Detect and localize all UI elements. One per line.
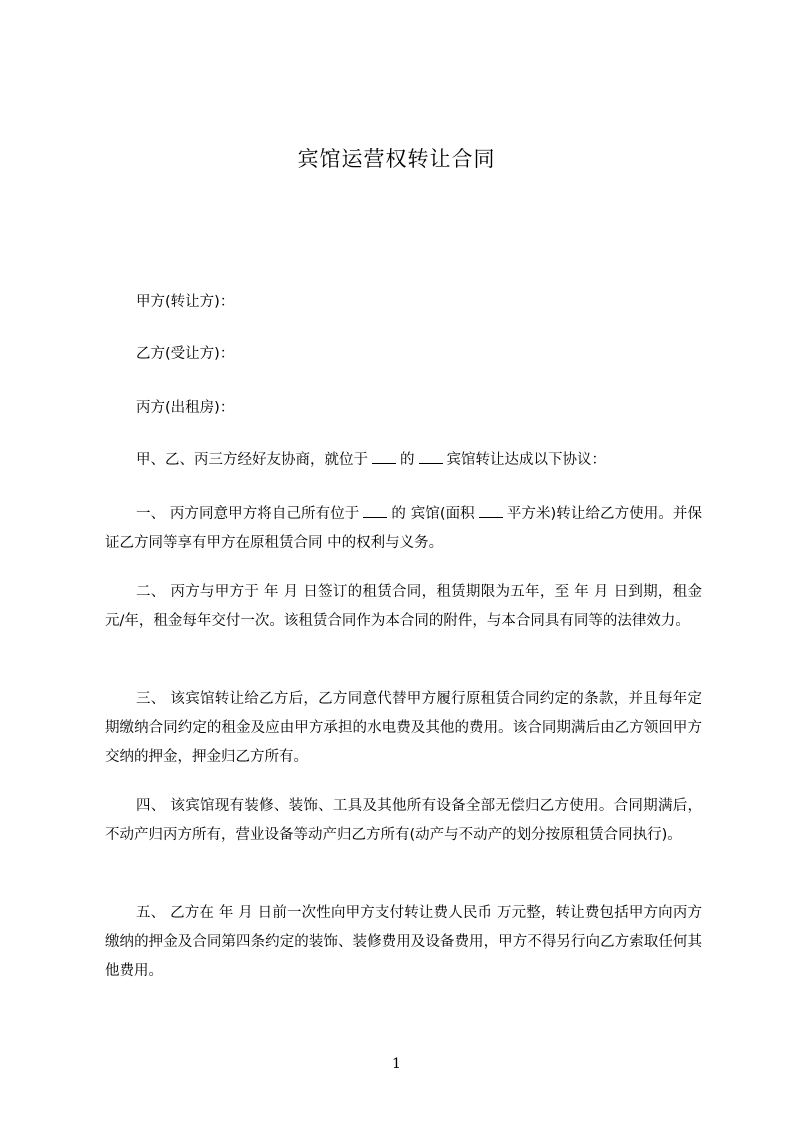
party-c-line: 丙方(出租房)： bbox=[136, 400, 235, 416]
clause-1 bbox=[105, 500, 702, 558]
intro-text-3: 宾馆转让达成以下协议： bbox=[446, 452, 606, 468]
intro-text-1: 甲、乙、丙三方经好友协商，就位于 bbox=[136, 452, 368, 468]
clause-4: 四、 该宾馆现有装修、装饰、工具及其他所有设备全部无偿归乙方使用。合同期满后，不动产归丙方所有，营业设备等动产归乙方所有(动产与不动产的划分按原租赁合同执行)。 bbox=[105, 798, 702, 843]
blank-line bbox=[479, 503, 503, 518]
blank-line bbox=[372, 449, 396, 464]
clause-5: 五、 乙方在 年 月 日前一次性向甲方支付转让费人民币 万元整，转让费包括甲方向丙方缴纳的押金及合同第四条约定的装饰、装修费用及设备费用，甲方不得另行向乙方索取任何其他费用。 bbox=[105, 905, 702, 979]
party-a-line: 甲方(转让方)： bbox=[136, 294, 235, 310]
clause-2: 二、 丙方与甲方于 年 月 日签订的租赁合同，租赁期限为五年，至 年 月 日到期，租金 元/年，租金每年交付一次。该租赁合同作为本合同的附件，与本合同具有同等的法律效力。 bbox=[105, 584, 702, 629]
clause-1-text-3: 平方米)转让给乙方使用。并保证乙方同等享有甲方在原租赁合同 中的权利与义务。 bbox=[105, 506, 702, 551]
clause-1-text-2: 的 宾馆(面积 bbox=[391, 506, 475, 522]
intro-paragraph bbox=[105, 446, 702, 475]
blank-line bbox=[363, 503, 387, 518]
intro-text-2: 的 bbox=[400, 452, 415, 468]
blank-line bbox=[419, 449, 443, 464]
page-number: 1 bbox=[392, 1056, 401, 1072]
clause-1-text-1: 一、 丙方同意甲方将自己所有位于 bbox=[136, 506, 360, 522]
party-b-line: 乙方(受让方)： bbox=[136, 346, 235, 362]
clause-3: 三、 该宾馆转让给乙方后，乙方同意代替甲方履行原租赁合同约定的条款，并且每年定期缴纳合同约定的租金及应由甲方承担的水电费及其他的费用。该合同期满后由乙方领回甲方交纳的押金，押金归乙方所有。 bbox=[105, 691, 702, 765]
page-title: 宾馆运营权转让合同 bbox=[297, 147, 496, 171]
